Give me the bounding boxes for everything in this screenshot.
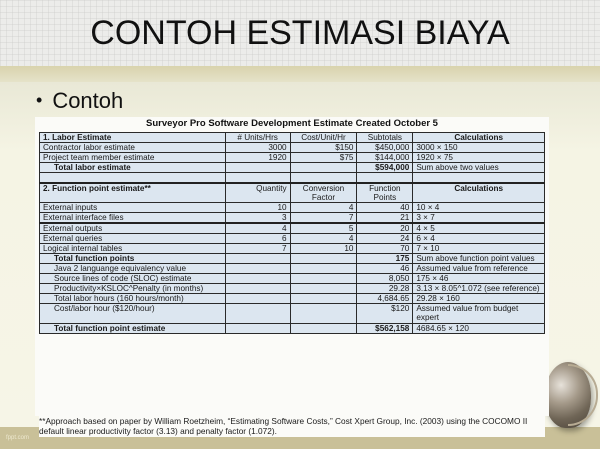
labor-header-row bbox=[40, 133, 545, 143]
header-units: # Units/Hrs bbox=[225, 133, 290, 143]
row-quantity: 3 bbox=[225, 212, 290, 223]
total-calculation: Sum above two values bbox=[413, 163, 545, 173]
row-subtotal: $144,000 bbox=[357, 153, 413, 163]
table-row bbox=[40, 263, 545, 273]
empty-cell bbox=[225, 323, 290, 333]
row-quantity: 6 bbox=[225, 233, 290, 243]
row-label: External interface files bbox=[40, 212, 226, 223]
empty-cell bbox=[290, 253, 357, 263]
row-units: 1920 bbox=[225, 153, 290, 163]
header-calculations: Calculations bbox=[413, 133, 545, 143]
row-points: 21 bbox=[357, 212, 413, 223]
bullet-text: Contoh bbox=[52, 88, 124, 113]
row-points: 20 bbox=[357, 223, 413, 234]
row-label: Project team member estimate bbox=[40, 153, 226, 163]
row-calculation: 175 × 46 bbox=[413, 273, 545, 283]
total-calculation: 4684.65 × 120 bbox=[413, 323, 545, 333]
row-calculation: 7 × 10 bbox=[413, 243, 545, 253]
row-value: 8,050 bbox=[357, 273, 413, 283]
row-value: 4,684.65 bbox=[357, 293, 413, 303]
empty-cell bbox=[225, 263, 290, 273]
row-label: Source lines of code (SLOC) estimate bbox=[40, 273, 226, 283]
empty-cell bbox=[290, 273, 357, 283]
empty-cell bbox=[40, 173, 226, 183]
total-label: Total function point estimate bbox=[40, 323, 226, 333]
spacer-row bbox=[40, 173, 545, 183]
row-quantity: 7 bbox=[225, 243, 290, 253]
slide-title: CONTOH ESTIMASI BIAYA bbox=[90, 14, 510, 52]
header-function-points: Function Points bbox=[357, 183, 413, 203]
table-row bbox=[40, 303, 545, 323]
table-row bbox=[40, 143, 545, 153]
row-calculation: 10 × 4 bbox=[413, 202, 545, 212]
empty-cell bbox=[290, 293, 357, 303]
header-calculations: Calculations bbox=[413, 183, 545, 203]
function-total-row bbox=[40, 323, 545, 333]
row-label: Contractor labor estimate bbox=[40, 143, 226, 153]
row-units: 3000 bbox=[225, 143, 290, 153]
empty-cell bbox=[225, 253, 290, 263]
row-subtotal: $450,000 bbox=[357, 143, 413, 153]
labor-section-title: 1. Labor Estimate bbox=[40, 133, 226, 143]
empty-cell bbox=[225, 283, 290, 293]
total-label: Total labor estimate bbox=[40, 163, 226, 173]
row-label: Logical internal tables bbox=[40, 243, 226, 253]
header-conversion-factor: Conversion Factor bbox=[290, 183, 357, 203]
table-row bbox=[40, 233, 545, 243]
empty-cell bbox=[225, 303, 290, 323]
table-row bbox=[40, 273, 545, 283]
row-calculation: 1920 × 75 bbox=[413, 153, 545, 163]
row-calculation: 29.28 × 160 bbox=[413, 293, 545, 303]
row-points: 24 bbox=[357, 233, 413, 243]
footer-label: fppt.com bbox=[6, 435, 30, 441]
header-subtotals: Subtotals bbox=[357, 133, 413, 143]
row-label: External outputs bbox=[40, 223, 226, 234]
empty-cell bbox=[413, 173, 545, 183]
row-calculation: 3000 × 150 bbox=[413, 143, 545, 153]
row-label: Cost/labor hour ($120/hour) bbox=[40, 303, 226, 323]
title-stripe bbox=[0, 66, 600, 82]
row-calculation: 3.13 × 8.05^1.072 (see reference) bbox=[413, 283, 545, 293]
empty-cell bbox=[290, 163, 357, 173]
empty-cell bbox=[290, 173, 357, 183]
document-caption: Surveyor Pro Software Development Estimate Created October 5 bbox=[146, 118, 438, 129]
bullet-item bbox=[36, 88, 123, 114]
function-section-title: 2. Function point estimate** bbox=[40, 183, 226, 203]
row-factor: 7 bbox=[290, 212, 357, 223]
row-factor: 5 bbox=[290, 223, 357, 234]
header-quantity: Quantity bbox=[225, 183, 290, 203]
row-label: Total labor hours (160 hours/month) bbox=[40, 293, 226, 303]
row-points: 40 bbox=[357, 202, 413, 212]
empty-cell bbox=[225, 293, 290, 303]
table-row bbox=[40, 153, 545, 163]
total-value: $594,000 bbox=[357, 163, 413, 173]
row-label: External queries bbox=[40, 233, 226, 243]
empty-cell bbox=[290, 323, 357, 333]
total-value: $562,158 bbox=[357, 323, 413, 333]
empty-cell bbox=[225, 173, 290, 183]
table-row bbox=[40, 293, 545, 303]
total-function-points-row bbox=[40, 253, 545, 263]
row-calculation: Assumed value from budget expert bbox=[413, 303, 545, 323]
row-value: $120 bbox=[357, 303, 413, 323]
labor-total-row bbox=[40, 163, 545, 173]
row-label: Total function points bbox=[40, 253, 226, 263]
table-row bbox=[40, 283, 545, 293]
estimate-table bbox=[39, 132, 545, 334]
table-row bbox=[40, 202, 545, 212]
row-factor: 4 bbox=[290, 233, 357, 243]
empty-cell bbox=[357, 173, 413, 183]
table-row bbox=[40, 243, 545, 253]
row-calculation: 3 × 7 bbox=[413, 212, 545, 223]
row-label: Productivity×KSLOC^Penalty (in months) bbox=[40, 283, 226, 293]
row-calculation: Assumed value from reference bbox=[413, 263, 545, 273]
row-calculation: 6 × 4 bbox=[413, 233, 545, 243]
row-label: Java 2 languange equivalency value bbox=[40, 263, 226, 273]
row-factor: 4 bbox=[290, 202, 357, 212]
row-value: 175 bbox=[357, 253, 413, 263]
empty-cell bbox=[290, 263, 357, 273]
row-calculation: 4 × 5 bbox=[413, 223, 545, 234]
row-label: External inputs bbox=[40, 202, 226, 212]
table-row bbox=[40, 212, 545, 223]
row-quantity: 4 bbox=[225, 223, 290, 234]
empty-cell bbox=[225, 273, 290, 283]
empty-cell bbox=[290, 283, 357, 293]
empty-cell bbox=[225, 163, 290, 173]
function-header-row bbox=[40, 183, 545, 203]
footnote: **Approach based on paper by William Roetzheim, “Estimating Software Costs,” Cost Xpert Group, Inc. (2003) using the COCOMO II default linear productivity factor (3.13) and penalty factor (1.072). bbox=[39, 415, 545, 437]
header-cost-unit: Cost/Unit/Hr bbox=[290, 133, 357, 143]
row-points: 70 bbox=[357, 243, 413, 253]
row-value: 29.28 bbox=[357, 283, 413, 293]
table-row bbox=[40, 223, 545, 234]
row-cost: $75 bbox=[290, 153, 357, 163]
empty-cell bbox=[290, 303, 357, 323]
row-cost: $150 bbox=[290, 143, 357, 153]
row-value: 46 bbox=[357, 263, 413, 273]
row-quantity: 10 bbox=[225, 202, 290, 212]
row-factor: 10 bbox=[290, 243, 357, 253]
bullet-dot-icon: • bbox=[36, 90, 43, 110]
row-calculation: Sum above function point values bbox=[413, 253, 545, 263]
